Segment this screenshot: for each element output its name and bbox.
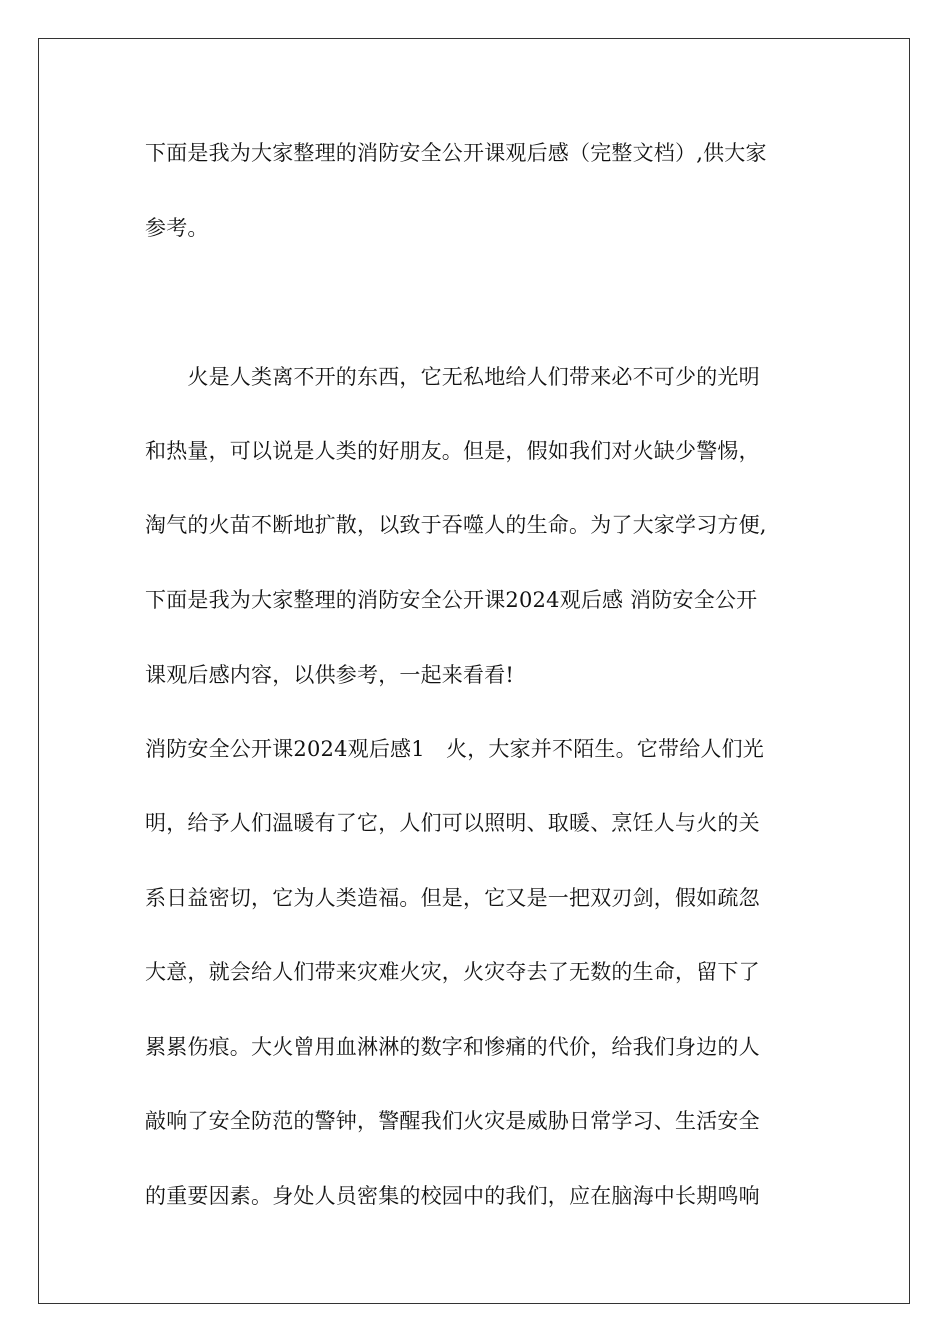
text-line: 和热量，可以说是人类的好朋友。但是，假如我们对火缺少警惕， <box>145 439 760 463</box>
text-line: 下面是我为大家整理的消防安全公开课2024观后感 消防安全公开 <box>145 588 758 612</box>
text-line: 大意，就会给人们带来灾难火灾，火灾夺去了无数的生命，留下了 <box>145 960 760 984</box>
text-line: 参考。 <box>145 216 209 240</box>
text-line: 下面是我为大家整理的消防安全公开课观后感（完整文档）,供大家 <box>145 141 767 165</box>
text-line: 敲响了安全防范的警钟，警醒我们火灾是威胁日常学习、生活安全 <box>145 1109 760 1133</box>
text-line: 明，给予人们温暖有了它，人们可以照明、取暖、烹饪人与火的关 <box>145 811 760 835</box>
text-line: 课观后感内容，以供参考，一起来看看! <box>145 663 515 687</box>
text-line: 累累伤痕。大火曾用血淋淋的数字和惨痛的代价，给我们身边的人 <box>145 1035 760 1059</box>
text-line: 消防安全公开课2024观后感1 火，大家并不陌生。它带给人们光 <box>145 737 765 761</box>
text-line: 的重要因素。身处人员密集的校园中的我们，应在脑海中长期鸣响 <box>145 1184 760 1208</box>
text-line: 系日益密切，它为人类造福。但是，它又是一把双刃剑，假如疏忽 <box>145 886 760 910</box>
text-line: 火是人类离不开的东西，它无私地给人们带来必不可少的光明 <box>145 365 760 389</box>
text-line: 淘气的火苗不断地扩散，以致于吞噬人的生命。为了大家学习方便, <box>145 513 767 537</box>
